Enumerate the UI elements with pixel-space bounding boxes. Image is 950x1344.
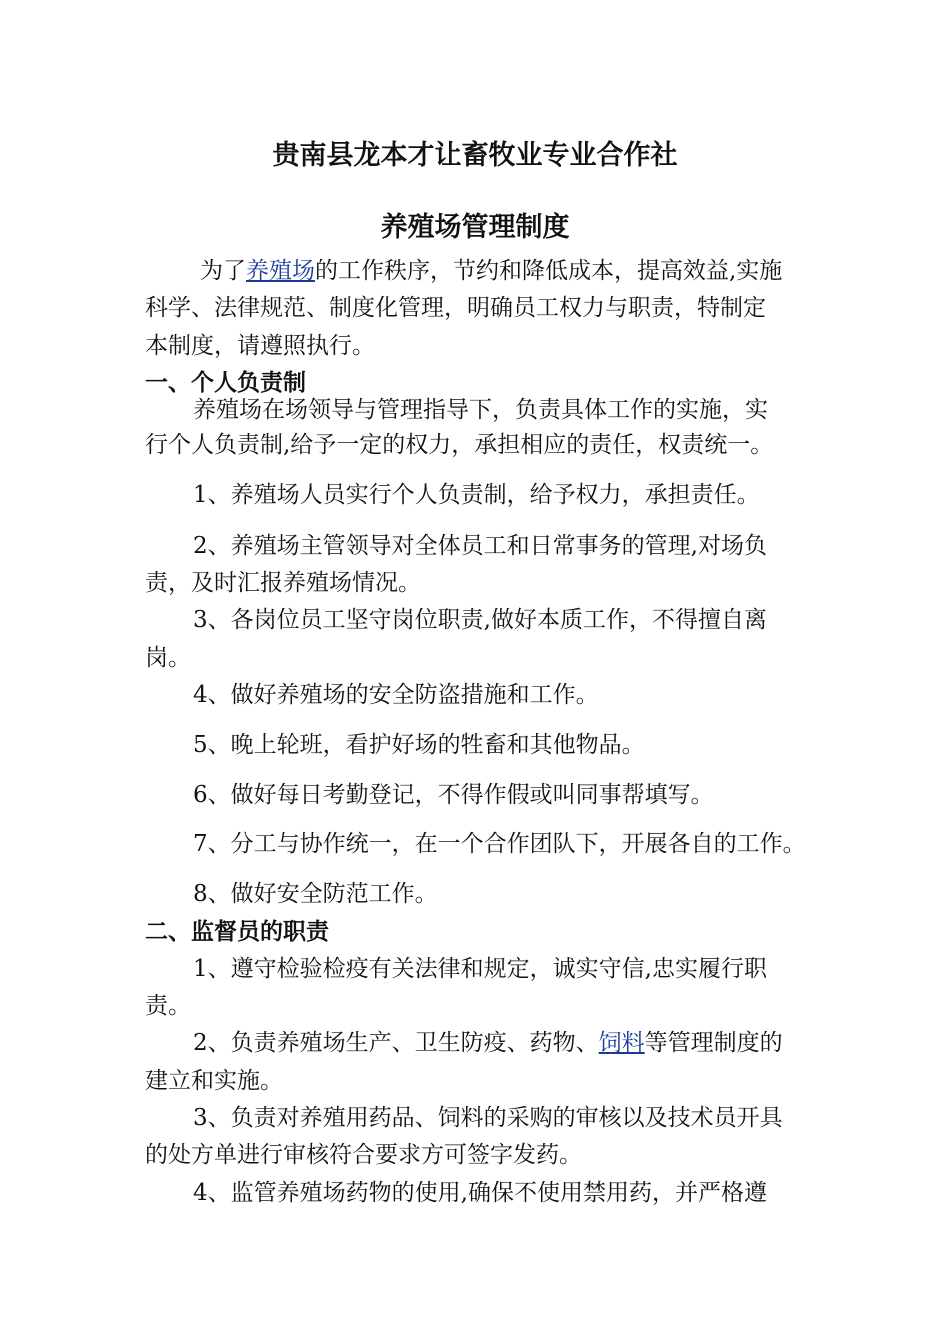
intro-line-3: 本制度，请遵照执行。 [145, 333, 375, 359]
intro-text: 的工作秩序，节约和降低成本，提高效益,实施 [315, 258, 783, 284]
section-2-item-3-line-2: 的处方单进行审核符合要求方可签字发药。 [145, 1142, 582, 1168]
breeding-farm-link[interactable]: 养殖场 [246, 258, 315, 284]
item-text: 2、负责养殖场生产、卫生防疫、药物、 [193, 1030, 599, 1056]
section-1-item-7: 7、分工与协作统一，在一个合作团队下，开展各自的工作。 [193, 831, 806, 857]
section-2-item-4-line-1: 4、监管养殖场药物的使用,确保不使用禁用药，并严格遵 [193, 1180, 767, 1206]
section-2-item-1-line-1: 1、遵守检验检疫有关法律和规定，诚实守信,忠实履行职 [193, 956, 767, 982]
section-1-item-5: 5、晚上轮班，看护好场的牲畜和其他物品。 [193, 732, 645, 758]
section-2-item-1-line-2: 责。 [145, 993, 191, 1019]
section-1-item-3-line-2: 岗。 [145, 645, 191, 671]
feed-link[interactable]: 饲料 [598, 1030, 645, 1056]
section-2-item-2-line-1 [193, 1028, 783, 1058]
intro-text: 为了 [200, 258, 246, 284]
section-1-heading: 一、个人负责制 [145, 369, 306, 396]
section-1-item-1: 1、养殖场人员实行个人负责制，给予权力，承担责任。 [193, 482, 760, 508]
section-2-heading: 二、监督员的职责 [145, 918, 329, 945]
intro-line-2: 科学、法律规范、制度化管理，明确员工权力与职责，特制定 [145, 295, 766, 321]
section-1-item-2-line-2: 责，及时汇报养殖场情况。 [145, 570, 421, 596]
item-text: 等管理制度的 [644, 1030, 783, 1056]
section-1-item-6: 6、做好每日考勤登记，不得作假或叫同事帮填写。 [193, 782, 714, 808]
section-2-item-2-line-2: 建立和实施。 [145, 1068, 283, 1094]
document-subtitle: 养殖场管理制度 [380, 212, 570, 243]
document-title: 贵南县龙本才让畜牧业专业合作社 [272, 140, 678, 171]
section-2-item-3-line-1: 3、负责对养殖用药品、饲料的采购的审核以及技术员开具 [193, 1105, 783, 1131]
intro-line-1 [200, 256, 782, 286]
section-1-paragraph-line-2: 行个人负责制,给予一定的权力，承担相应的责任，权责统一。 [145, 432, 774, 458]
section-1-item-4: 4、做好养殖场的安全防盗措施和工作。 [193, 682, 599, 708]
section-1-item-3-line-1: 3、各岗位员工坚守岗位职责,做好本质工作，不得擅自离 [193, 607, 767, 633]
section-1-item-2-line-1: 2、养殖场主管领导对全体员工和日常事务的管理,对场负 [193, 533, 767, 559]
section-1-paragraph-line-1: 养殖场在场领导与管理指导下，负责具体工作的实施，实 [193, 397, 768, 423]
section-1-item-8: 8、做好安全防范工作。 [193, 881, 438, 907]
